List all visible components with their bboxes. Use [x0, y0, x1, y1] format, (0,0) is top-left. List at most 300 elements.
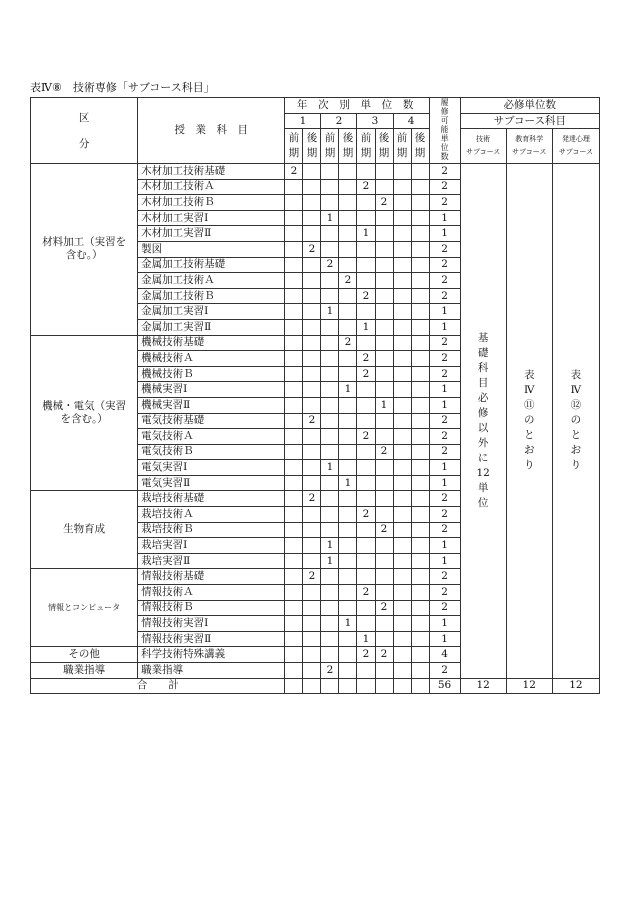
subject-cell: 電気技術基礎: [138, 413, 285, 429]
registrable-cell: 2: [429, 491, 460, 507]
registrable-cell: 2: [429, 507, 460, 523]
term-zenki-3: 前期: [360, 132, 372, 160]
registrable-cell: 1: [429, 553, 460, 569]
term-zenki-1: 前期: [288, 132, 300, 160]
unit-cell: 2: [357, 429, 375, 445]
subject-cell: 木材加工技術Ｂ: [138, 195, 285, 211]
unit-cell: [321, 569, 339, 585]
unit-cell: [375, 273, 393, 289]
unit-cell: [285, 335, 303, 351]
total-empty: [285, 678, 303, 694]
subject-cell: 製図: [138, 241, 285, 257]
unit-cell: [411, 616, 429, 632]
unit-cell: [285, 195, 303, 211]
unit-cell: [303, 553, 321, 569]
header-annual-text: 年 次 別 単 位 数: [296, 98, 418, 111]
registrable-cell: 4: [429, 647, 460, 663]
term-kouki-2: 後期: [342, 132, 354, 160]
registrable-cell: 1: [429, 538, 460, 554]
subject-cell: 情報技術Ａ: [138, 585, 285, 601]
unit-cell: [339, 429, 357, 445]
unit-cell: [411, 241, 429, 257]
unit-cell: [393, 273, 411, 289]
unit-cell: [303, 335, 321, 351]
unit-cell: [303, 507, 321, 523]
unit-cell: [339, 491, 357, 507]
unit-cell: [339, 397, 357, 413]
unit-cell: [303, 429, 321, 445]
unit-cell: [411, 663, 429, 679]
required-note-text-1: 基礎科目必修以外に12単位: [476, 331, 490, 509]
unit-cell: 2: [321, 257, 339, 273]
header-required-text: 必修単位数: [503, 98, 557, 111]
unit-cell: [411, 507, 429, 523]
registrable-cell: 2: [429, 413, 460, 429]
unit-cell: [393, 663, 411, 679]
registrable-cell: 2: [429, 444, 460, 460]
registrable-cell: 1: [429, 460, 460, 476]
unit-cell: [375, 366, 393, 382]
unit-cell: 2: [339, 273, 357, 289]
unit-cell: [321, 444, 339, 460]
unit-cell: [303, 522, 321, 538]
unit-cell: [303, 600, 321, 616]
registrable-cell: 2: [429, 429, 460, 445]
unit-cell: [393, 257, 411, 273]
unit-cell: 2: [303, 569, 321, 585]
unit-cell: [393, 335, 411, 351]
subject-cell: 金属加工技術Ａ: [138, 273, 285, 289]
subject-cell: 木材加工実習Ⅱ: [138, 226, 285, 242]
total-empty: [375, 678, 393, 694]
total-empty: [357, 678, 375, 694]
subject-cell: 機械実習Ⅰ: [138, 382, 285, 398]
unit-cell: [339, 631, 357, 647]
registrable-cell: 1: [429, 631, 460, 647]
unit-cell: [303, 538, 321, 554]
unit-cell: [285, 491, 303, 507]
unit-cell: [285, 553, 303, 569]
unit-cell: [411, 304, 429, 320]
unit-cell: [321, 195, 339, 211]
unit-cell: [375, 335, 393, 351]
unit-cell: [339, 241, 357, 257]
category-cell: [31, 663, 138, 679]
unit-cell: [285, 616, 303, 632]
unit-cell: [285, 319, 303, 335]
unit-cell: [339, 507, 357, 523]
required-note-text-3: 表Ⅳ⑫のとおり: [570, 369, 582, 472]
unit-cell: 2: [303, 491, 321, 507]
registrable-cell: 2: [429, 273, 460, 289]
unit-cell: [303, 647, 321, 663]
unit-cell: [285, 226, 303, 242]
unit-cell: [375, 351, 393, 367]
category-label: 材料加工（実習を 含む。）: [42, 236, 127, 262]
subject-cell: 機械技術基礎: [138, 335, 285, 351]
unit-cell: [285, 663, 303, 679]
unit-cell: [411, 351, 429, 367]
unit-cell: [303, 288, 321, 304]
unit-cell: [411, 288, 429, 304]
unit-cell: [321, 335, 339, 351]
registrable-cell: 1: [429, 616, 460, 632]
category-cell: [31, 335, 138, 491]
unit-cell: [393, 631, 411, 647]
unit-cell: [321, 585, 339, 601]
unit-cell: 2: [357, 647, 375, 663]
subject-cell: 機械技術Ａ: [138, 351, 285, 367]
header-registrable-text: 履修可能単位数: [440, 98, 449, 161]
header-col-gijutsu: 技術 サブコース: [460, 129, 506, 164]
unit-cell: [375, 288, 393, 304]
unit-cell: [321, 226, 339, 242]
unit-cell: [357, 195, 375, 211]
unit-cell: [411, 335, 429, 351]
unit-cell: [357, 491, 375, 507]
unit-cell: [285, 444, 303, 460]
unit-cell: 2: [303, 413, 321, 429]
unit-cell: [285, 351, 303, 367]
total-req-gijutsu: 12: [460, 678, 506, 694]
unit-cell: [303, 319, 321, 335]
unit-cell: 2: [375, 647, 393, 663]
unit-cell: [393, 444, 411, 460]
category-cell: [31, 164, 138, 336]
subject-cell: 電気実習Ⅰ: [138, 460, 285, 476]
unit-cell: 2: [285, 164, 303, 180]
unit-cell: [285, 600, 303, 616]
unit-cell: [393, 585, 411, 601]
unit-cell: [393, 616, 411, 632]
unit-cell: [285, 413, 303, 429]
unit-cell: 2: [357, 585, 375, 601]
unit-cell: [393, 413, 411, 429]
unit-cell: [339, 195, 357, 211]
unit-cell: [411, 600, 429, 616]
unit-cell: [393, 397, 411, 413]
unit-cell: [357, 335, 375, 351]
unit-cell: [285, 210, 303, 226]
unit-cell: [321, 273, 339, 289]
unit-cell: 2: [321, 663, 339, 679]
unit-cell: [303, 382, 321, 398]
registrable-cell: 2: [429, 241, 460, 257]
header-col-kyouiku: 教育科学 サブコース: [506, 129, 552, 164]
unit-cell: [321, 647, 339, 663]
unit-cell: [357, 616, 375, 632]
registrable-cell: 2: [429, 585, 460, 601]
header-registrable: [429, 98, 460, 164]
unit-cell: 1: [321, 304, 339, 320]
unit-cell: [393, 538, 411, 554]
unit-cell: 2: [357, 179, 375, 195]
unit-cell: [285, 631, 303, 647]
category-label: 機械・電気（実習 を含む。）: [42, 400, 127, 425]
unit-cell: [411, 397, 429, 413]
unit-cell: [339, 647, 357, 663]
unit-cell: [393, 304, 411, 320]
total-empty: [321, 678, 339, 694]
unit-cell: 2: [375, 522, 393, 538]
unit-cell: [375, 475, 393, 491]
unit-cell: [285, 257, 303, 273]
header-subcourse: サブコース科目: [460, 113, 599, 129]
unit-cell: [411, 210, 429, 226]
subject-cell: 栽培技術Ｂ: [138, 522, 285, 538]
unit-cell: [411, 257, 429, 273]
subject-cell: 木材加工技術基礎: [138, 164, 285, 180]
unit-cell: 1: [339, 382, 357, 398]
unit-cell: [339, 288, 357, 304]
total-empty: [339, 678, 357, 694]
unit-cell: [303, 663, 321, 679]
unit-cell: [393, 475, 411, 491]
unit-cell: [339, 600, 357, 616]
unit-cell: [393, 179, 411, 195]
unit-cell: [375, 491, 393, 507]
unit-cell: [303, 475, 321, 491]
unit-cell: [285, 179, 303, 195]
unit-cell: [321, 319, 339, 335]
unit-cell: [411, 553, 429, 569]
term-kouki-3: 後期: [378, 132, 390, 160]
unit-cell: [303, 164, 321, 180]
unit-cell: [285, 241, 303, 257]
header-year-3: 3: [357, 113, 393, 129]
unit-cell: [411, 319, 429, 335]
unit-cell: [411, 413, 429, 429]
unit-cell: [303, 195, 321, 211]
unit-cell: [339, 538, 357, 554]
unit-cell: [357, 460, 375, 476]
subject-cell: 木材加工技術Ａ: [138, 179, 285, 195]
unit-cell: [303, 444, 321, 460]
registrable-cell: 1: [429, 304, 460, 320]
subject-cell: 電気実習Ⅱ: [138, 475, 285, 491]
header-term: [303, 129, 321, 164]
registrable-cell: 2: [429, 351, 460, 367]
unit-cell: [321, 600, 339, 616]
unit-cell: [339, 413, 357, 429]
unit-cell: [321, 616, 339, 632]
unit-cell: [321, 382, 339, 398]
unit-cell: [339, 460, 357, 476]
unit-cell: 2: [357, 351, 375, 367]
subject-cell: 栽培技術Ａ: [138, 507, 285, 523]
unit-cell: [285, 429, 303, 445]
total-empty: [303, 678, 321, 694]
unit-cell: [375, 616, 393, 632]
unit-cell: [411, 273, 429, 289]
unit-cell: [411, 444, 429, 460]
unit-cell: [285, 304, 303, 320]
registrable-cell: 2: [429, 522, 460, 538]
unit-cell: 1: [339, 475, 357, 491]
unit-cell: [321, 288, 339, 304]
registrable-cell: 1: [429, 382, 460, 398]
unit-cell: [357, 444, 375, 460]
unit-cell: [285, 585, 303, 601]
unit-cell: [375, 429, 393, 445]
unit-cell: [375, 382, 393, 398]
subject-cell: 電気技術Ａ: [138, 429, 285, 445]
unit-cell: [411, 569, 429, 585]
registrable-cell: 1: [429, 226, 460, 242]
unit-cell: [375, 179, 393, 195]
registrable-cell: 2: [429, 288, 460, 304]
unit-cell: [357, 397, 375, 413]
header-required: [460, 98, 599, 114]
category-cell: [31, 569, 138, 647]
unit-cell: 2: [375, 195, 393, 211]
unit-cell: [321, 522, 339, 538]
term-zenki-2: 前期: [324, 132, 336, 160]
unit-cell: [339, 304, 357, 320]
unit-cell: [303, 226, 321, 242]
unit-cell: [357, 475, 375, 491]
unit-cell: [393, 569, 411, 585]
unit-cell: [375, 538, 393, 554]
table-row: [31, 164, 600, 180]
unit-cell: [303, 273, 321, 289]
required-note-2: [506, 164, 552, 679]
unit-cell: [393, 600, 411, 616]
unit-cell: [375, 631, 393, 647]
unit-cell: [411, 179, 429, 195]
unit-cell: 2: [357, 366, 375, 382]
unit-cell: [411, 522, 429, 538]
header-annual-units: [285, 98, 429, 114]
unit-cell: 2: [357, 507, 375, 523]
unit-cell: [339, 366, 357, 382]
unit-cell: [411, 382, 429, 398]
registrable-cell: 2: [429, 335, 460, 351]
unit-cell: [411, 460, 429, 476]
unit-cell: [393, 319, 411, 335]
subject-cell: 木材加工実習Ⅰ: [138, 210, 285, 226]
registrable-cell: 2: [429, 179, 460, 195]
category-cell: [31, 647, 138, 663]
subject-cell: 情報技術Ｂ: [138, 600, 285, 616]
unit-cell: [375, 413, 393, 429]
unit-cell: 1: [357, 226, 375, 242]
unit-cell: [285, 507, 303, 523]
unit-cell: [375, 569, 393, 585]
header-year-1: 1: [285, 113, 321, 129]
unit-cell: [393, 647, 411, 663]
header-year-4: 4: [393, 113, 429, 129]
unit-cell: [393, 210, 411, 226]
category-label: 情報とコンピュータ: [48, 603, 121, 613]
total-units: 56: [429, 678, 460, 694]
unit-cell: [321, 491, 339, 507]
header-term: [411, 129, 429, 164]
subject-cell: 金属加工技術Ｂ: [138, 288, 285, 304]
unit-cell: [357, 164, 375, 180]
unit-cell: [321, 164, 339, 180]
total-empty: [393, 678, 411, 694]
unit-cell: [285, 288, 303, 304]
unit-cell: [339, 210, 357, 226]
unit-cell: [303, 460, 321, 476]
unit-cell: [411, 164, 429, 180]
unit-cell: [321, 507, 339, 523]
unit-cell: [285, 569, 303, 585]
total-label: [31, 678, 285, 694]
table-body: [31, 164, 600, 679]
unit-cell: [321, 475, 339, 491]
required-note-3: [552, 164, 599, 679]
unit-cell: [375, 507, 393, 523]
subject-cell: 電気技術Ｂ: [138, 444, 285, 460]
registrable-cell: 1: [429, 210, 460, 226]
required-note-text-2: 表Ⅳ⑪のとおり: [523, 369, 535, 472]
unit-cell: [411, 195, 429, 211]
registrable-cell: 2: [429, 257, 460, 273]
unit-cell: [393, 429, 411, 445]
header-col-hattatsu: 発達心理 サブコース: [552, 129, 599, 164]
unit-cell: [375, 164, 393, 180]
registrable-cell: 2: [429, 600, 460, 616]
registrable-cell: 1: [429, 397, 460, 413]
header-kubun-text: 区 分: [78, 111, 90, 150]
header-term: [285, 129, 303, 164]
unit-cell: [357, 304, 375, 320]
header-term: [375, 129, 393, 164]
unit-cell: 2: [375, 600, 393, 616]
unit-cell: [285, 273, 303, 289]
unit-cell: 1: [321, 460, 339, 476]
unit-cell: [339, 585, 357, 601]
unit-cell: 1: [321, 210, 339, 226]
table-footer: [31, 678, 600, 694]
unit-cell: 1: [357, 319, 375, 335]
subject-cell: 栽培技術基礎: [138, 491, 285, 507]
unit-cell: [357, 257, 375, 273]
unit-cell: [411, 631, 429, 647]
unit-cell: [285, 522, 303, 538]
subject-cell: 機械実習Ⅱ: [138, 397, 285, 413]
subject-cell: 科学技術特殊講義: [138, 647, 285, 663]
unit-cell: [285, 366, 303, 382]
unit-cell: [339, 553, 357, 569]
unit-cell: [357, 210, 375, 226]
unit-cell: [375, 319, 393, 335]
unit-cell: [393, 195, 411, 211]
unit-cell: [393, 288, 411, 304]
unit-cell: [303, 257, 321, 273]
unit-cell: [375, 257, 393, 273]
unit-cell: 1: [321, 538, 339, 554]
subject-cell: 金属加工実習Ⅱ: [138, 319, 285, 335]
unit-cell: 1: [339, 616, 357, 632]
unit-cell: [411, 538, 429, 554]
unit-cell: [339, 522, 357, 538]
unit-cell: [375, 226, 393, 242]
subject-cell: 職業指導: [138, 663, 285, 679]
registrable-cell: 2: [429, 366, 460, 382]
unit-cell: [303, 179, 321, 195]
unit-cell: [411, 647, 429, 663]
unit-cell: 2: [375, 444, 393, 460]
unit-cell: [303, 351, 321, 367]
registrable-cell: 2: [429, 164, 460, 180]
unit-cell: [393, 491, 411, 507]
course-table: [30, 97, 600, 694]
unit-cell: [321, 366, 339, 382]
subject-cell: 情報技術基礎: [138, 569, 285, 585]
